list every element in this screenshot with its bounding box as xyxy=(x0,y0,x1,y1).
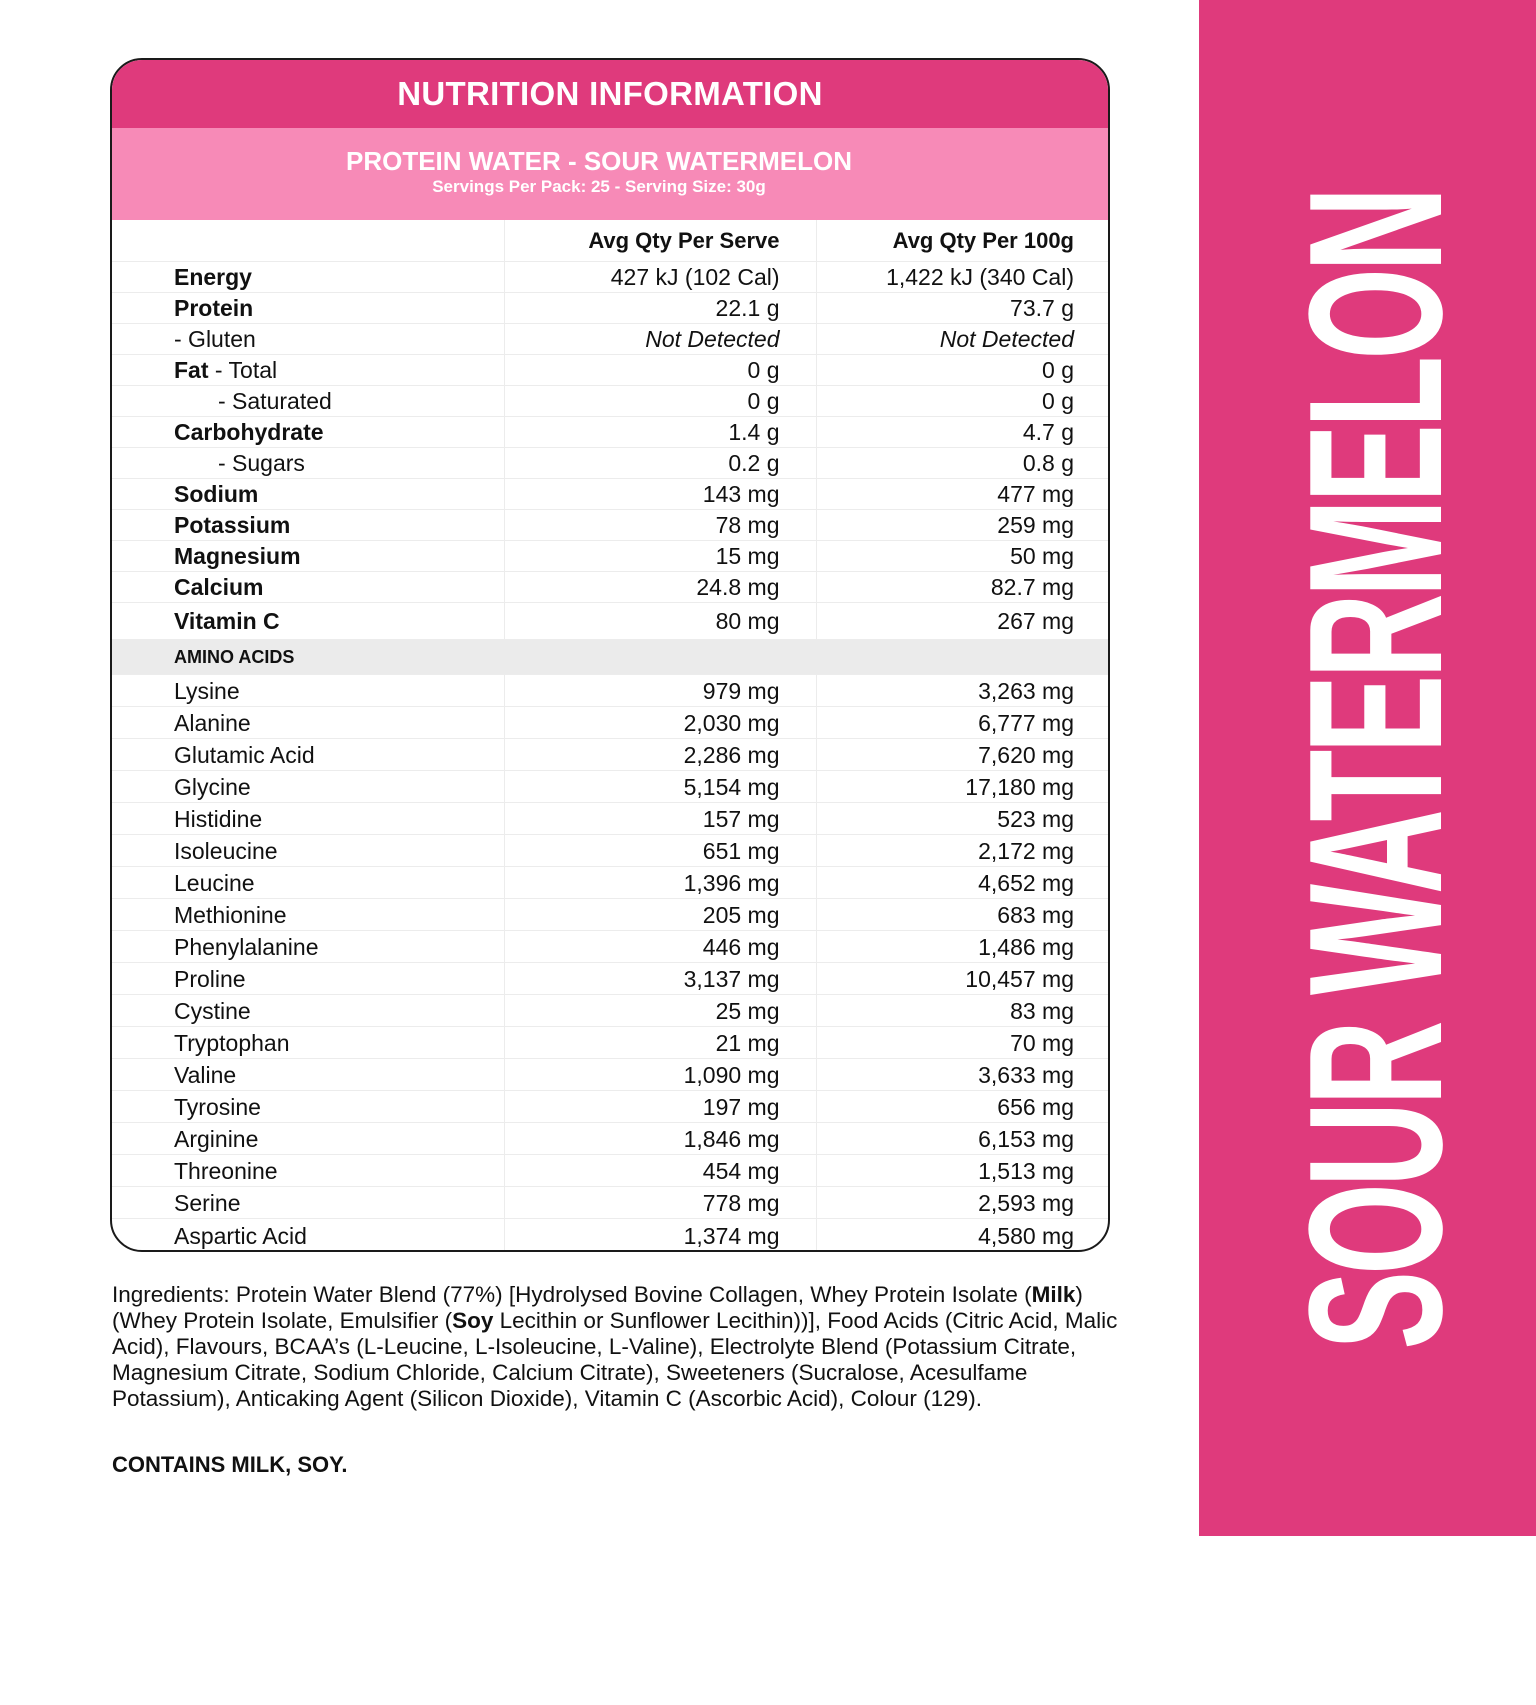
amino-acid-label: Aspartic Acid xyxy=(174,1223,307,1249)
per-serve-value: 2,030 mg xyxy=(504,707,816,739)
allergen-soy: Soy xyxy=(452,1308,494,1333)
nutrient-row xyxy=(112,355,1108,386)
amino-acid-label: Phenylalanine xyxy=(112,931,504,963)
nutrient-label: - Gluten xyxy=(112,324,504,355)
amino-acids-heading: AMINO ACIDS xyxy=(112,640,1108,675)
per-100g-value: 0.8 g xyxy=(816,448,1108,479)
amino-acid-row xyxy=(112,707,1108,739)
nutrient-row xyxy=(112,541,1108,572)
per-100g-value: 3,263 mg xyxy=(816,675,1108,707)
nutrient-label: - Sugars xyxy=(112,448,504,479)
per-serve-value: 80 mg xyxy=(504,603,816,640)
amino-acid-row xyxy=(112,1187,1108,1219)
per-serve-value: 78 mg xyxy=(504,510,816,541)
ingredients-part: Ingredients: Protein Water Blend (77%) [Hydrolysed Bovine Collagen, Whey Protein Isolate ( xyxy=(112,1282,1032,1307)
amino-acid-row xyxy=(112,1123,1108,1155)
per-serve-value: 1,090 mg xyxy=(504,1059,816,1091)
per-serve-value: 143 mg xyxy=(504,479,816,510)
per-serve-value: 205 mg xyxy=(504,899,816,931)
nutrient-label: Calcium xyxy=(112,572,504,603)
amino-acid-row xyxy=(112,675,1108,707)
flavour-side-label xyxy=(1267,0,1485,1705)
per-100g-value: 82.7 mg xyxy=(816,572,1108,603)
amino-acid-label: Proline xyxy=(112,963,504,995)
amino-acid-label: Leucine xyxy=(112,867,504,899)
per-100g-value: Not Detected xyxy=(816,324,1108,355)
column-header-row xyxy=(112,220,1108,262)
amino-acid-label: Lysine xyxy=(112,675,504,707)
allergen-statement: CONTAINS MILK, SOY. xyxy=(112,1452,348,1477)
per-100g-value: 259 mg xyxy=(816,510,1108,541)
ingredients-part: Lecithin or Sunflower Lecithin))], Food Acids (Citric Acid, Malic Acid), Flavours, BCAA’s (L-Leucine, L-Isoleucine, L-Valine), Electrolyte Blend (Potassium Citrate, Magnesium Citrate, Sodium Chloride, Calcium Citrate), Sweeteners (Sucralose, Acesulfame Potassium), Anticaking Agent (Silicon Dioxide), Vitamin C (Ascorbic Acid), Colour (129). xyxy=(112,1308,1118,1411)
per-serve-value: 1,846 mg xyxy=(504,1123,816,1155)
nutrition-table xyxy=(112,220,1108,1252)
amino-acid-row xyxy=(112,931,1108,963)
amino-acid-label: Glutamic Acid xyxy=(112,739,504,771)
nutrient-row xyxy=(112,510,1108,541)
amino-acid-label: Histidine xyxy=(112,803,504,835)
per-100g-value: 0 g xyxy=(816,355,1108,386)
amino-acid-label: Serine xyxy=(112,1187,504,1219)
per-100g-value: 2,172 mg xyxy=(816,835,1108,867)
per-serve-value: 5,154 mg xyxy=(504,771,816,803)
per-serve-value: 427 kJ (102 Cal) xyxy=(504,262,816,293)
amino-acid-row xyxy=(112,963,1108,995)
per-serve-value: 651 mg xyxy=(504,835,816,867)
product-name: PROTEIN WATER - SOUR WATERMELON xyxy=(345,146,853,176)
nutrient-label: Vitamin C xyxy=(112,603,504,640)
per-serve-value: 979 mg xyxy=(504,675,816,707)
column-header-per-serve: Avg Qty Per Serve xyxy=(504,220,816,262)
per-serve-value: 0 g xyxy=(504,355,816,386)
per-100g-value: 4.7 g xyxy=(816,417,1108,448)
amino-acid-row xyxy=(112,1155,1108,1187)
per-100g-value: 6,153 mg xyxy=(816,1123,1108,1155)
per-serve-value: 1,396 mg xyxy=(504,867,816,899)
product-header xyxy=(112,128,1108,220)
amino-acid-row xyxy=(112,995,1108,1027)
nutrient-row xyxy=(112,572,1108,603)
ingredients-part: ) (Whey Protein Isolate, Emulsifier ( xyxy=(112,1282,1083,1333)
nutrient-label: Protein xyxy=(112,293,504,324)
amino-acid-label: Cystine xyxy=(112,995,504,1027)
per-100g-value: 656 mg xyxy=(816,1091,1108,1123)
amino-acid-row xyxy=(112,1027,1108,1059)
amino-acid-row xyxy=(112,835,1108,867)
nutrient-label: Sodium xyxy=(112,479,504,510)
per-100g-value: 4,580 mg xyxy=(978,1223,1074,1249)
nutrient-row xyxy=(112,386,1108,417)
per-serve-value: 25 mg xyxy=(504,995,816,1027)
per-100g-value: 10,457 mg xyxy=(816,963,1108,995)
amino-acid-label: Methionine xyxy=(112,899,504,931)
panel-title: NUTRITION INFORMATION xyxy=(112,60,1108,128)
nutrient-row xyxy=(112,293,1108,324)
per-serve-value: 778 mg xyxy=(504,1187,816,1219)
per-100g-value: 1,422 kJ (340 Cal) xyxy=(816,262,1108,293)
amino-acid-label: Valine xyxy=(112,1059,504,1091)
per-100g-value: 267 mg xyxy=(816,603,1108,640)
nutrient-label: Fat - Total xyxy=(112,355,504,386)
per-100g-value: 50 mg xyxy=(816,541,1108,572)
amino-acids-section-header xyxy=(112,640,1108,675)
nutrient-label: - Saturated xyxy=(112,386,504,417)
per-serve-value: 0.2 g xyxy=(504,448,816,479)
per-serve-value: 197 mg xyxy=(504,1091,816,1123)
per-100g-value: 3,633 mg xyxy=(816,1059,1108,1091)
per-100g-value: 1,513 mg xyxy=(816,1155,1108,1187)
nutrient-row xyxy=(112,479,1108,510)
nutrient-row xyxy=(112,448,1108,479)
per-100g-value: 7,620 mg xyxy=(816,739,1108,771)
amino-acid-label: Arginine xyxy=(112,1123,504,1155)
per-serve-value: 1.4 g xyxy=(504,417,816,448)
per-100g-value: 83 mg xyxy=(816,995,1108,1027)
per-serve-value: 24.8 mg xyxy=(504,572,816,603)
amino-acid-rows xyxy=(112,675,1108,1253)
nutrient-label: Energy xyxy=(112,262,504,293)
per-100g-value: 17,180 mg xyxy=(816,771,1108,803)
per-serve-value: 157 mg xyxy=(504,803,816,835)
allergen-milk: Milk xyxy=(1031,1282,1076,1307)
nutrient-label: Magnesium xyxy=(112,541,504,572)
per-100g-value: 523 mg xyxy=(816,803,1108,835)
amino-acid-row xyxy=(112,739,1108,771)
serving-info: Servings Per Pack: 25 - Serving Size: 30g xyxy=(432,177,766,196)
amino-acid-row xyxy=(112,899,1108,931)
amino-acid-label: Tryptophan xyxy=(112,1027,504,1059)
per-100g-value: 2,593 mg xyxy=(816,1187,1108,1219)
flavour-side-label-text: SOUR WATERMELON xyxy=(1270,190,1482,1350)
per-serve-value: 0 g xyxy=(504,386,816,417)
amino-acid-label: Alanine xyxy=(112,707,504,739)
per-100g-value: 683 mg xyxy=(816,899,1108,931)
amino-acid-row xyxy=(112,771,1108,803)
amino-acid-label: Isoleucine xyxy=(112,835,504,867)
nutrient-row xyxy=(112,417,1108,448)
per-serve-value: 454 mg xyxy=(504,1155,816,1187)
per-serve-value: 22.1 g xyxy=(504,293,816,324)
column-header-label xyxy=(112,220,504,262)
per-100g-value: 1,486 mg xyxy=(816,931,1108,963)
column-header-per-100g: Avg Qty Per 100g xyxy=(816,220,1108,262)
per-serve-value: 21 mg xyxy=(504,1027,816,1059)
nutrient-rows xyxy=(112,262,1108,640)
per-100g-value: 6,777 mg xyxy=(816,707,1108,739)
amino-acid-row xyxy=(112,1059,1108,1091)
per-serve-value: 2,286 mg xyxy=(504,739,816,771)
per-100g-value: 73.7 g xyxy=(816,293,1108,324)
per-100g-value: 477 mg xyxy=(816,479,1108,510)
nutrient-row xyxy=(112,603,1108,640)
per-serve-value: 3,137 mg xyxy=(504,963,816,995)
amino-acid-row xyxy=(112,803,1108,835)
nutrient-label: Carbohydrate xyxy=(112,417,504,448)
amino-acid-row xyxy=(112,1091,1108,1123)
per-100g-value: 4,652 mg xyxy=(816,867,1108,899)
amino-acid-label: Threonine xyxy=(112,1155,504,1187)
per-100g-value: 70 mg xyxy=(816,1027,1108,1059)
per-serve-value: Not Detected xyxy=(504,324,816,355)
per-100g-value: 0 g xyxy=(816,386,1108,417)
amino-acid-row xyxy=(112,1219,1108,1253)
per-serve-value: 446 mg xyxy=(504,931,816,963)
amino-acid-row xyxy=(112,867,1108,899)
ingredients-text xyxy=(112,1282,1122,1412)
nutrient-row xyxy=(112,324,1108,355)
nutrition-panel xyxy=(110,58,1110,1252)
amino-acid-label: Tyrosine xyxy=(112,1091,504,1123)
amino-acid-label: Glycine xyxy=(112,771,504,803)
nutrient-label: Potassium xyxy=(112,510,504,541)
per-serve-value: 15 mg xyxy=(504,541,816,572)
per-serve-value: 1,374 mg xyxy=(504,1219,816,1253)
nutrient-row xyxy=(112,262,1108,293)
